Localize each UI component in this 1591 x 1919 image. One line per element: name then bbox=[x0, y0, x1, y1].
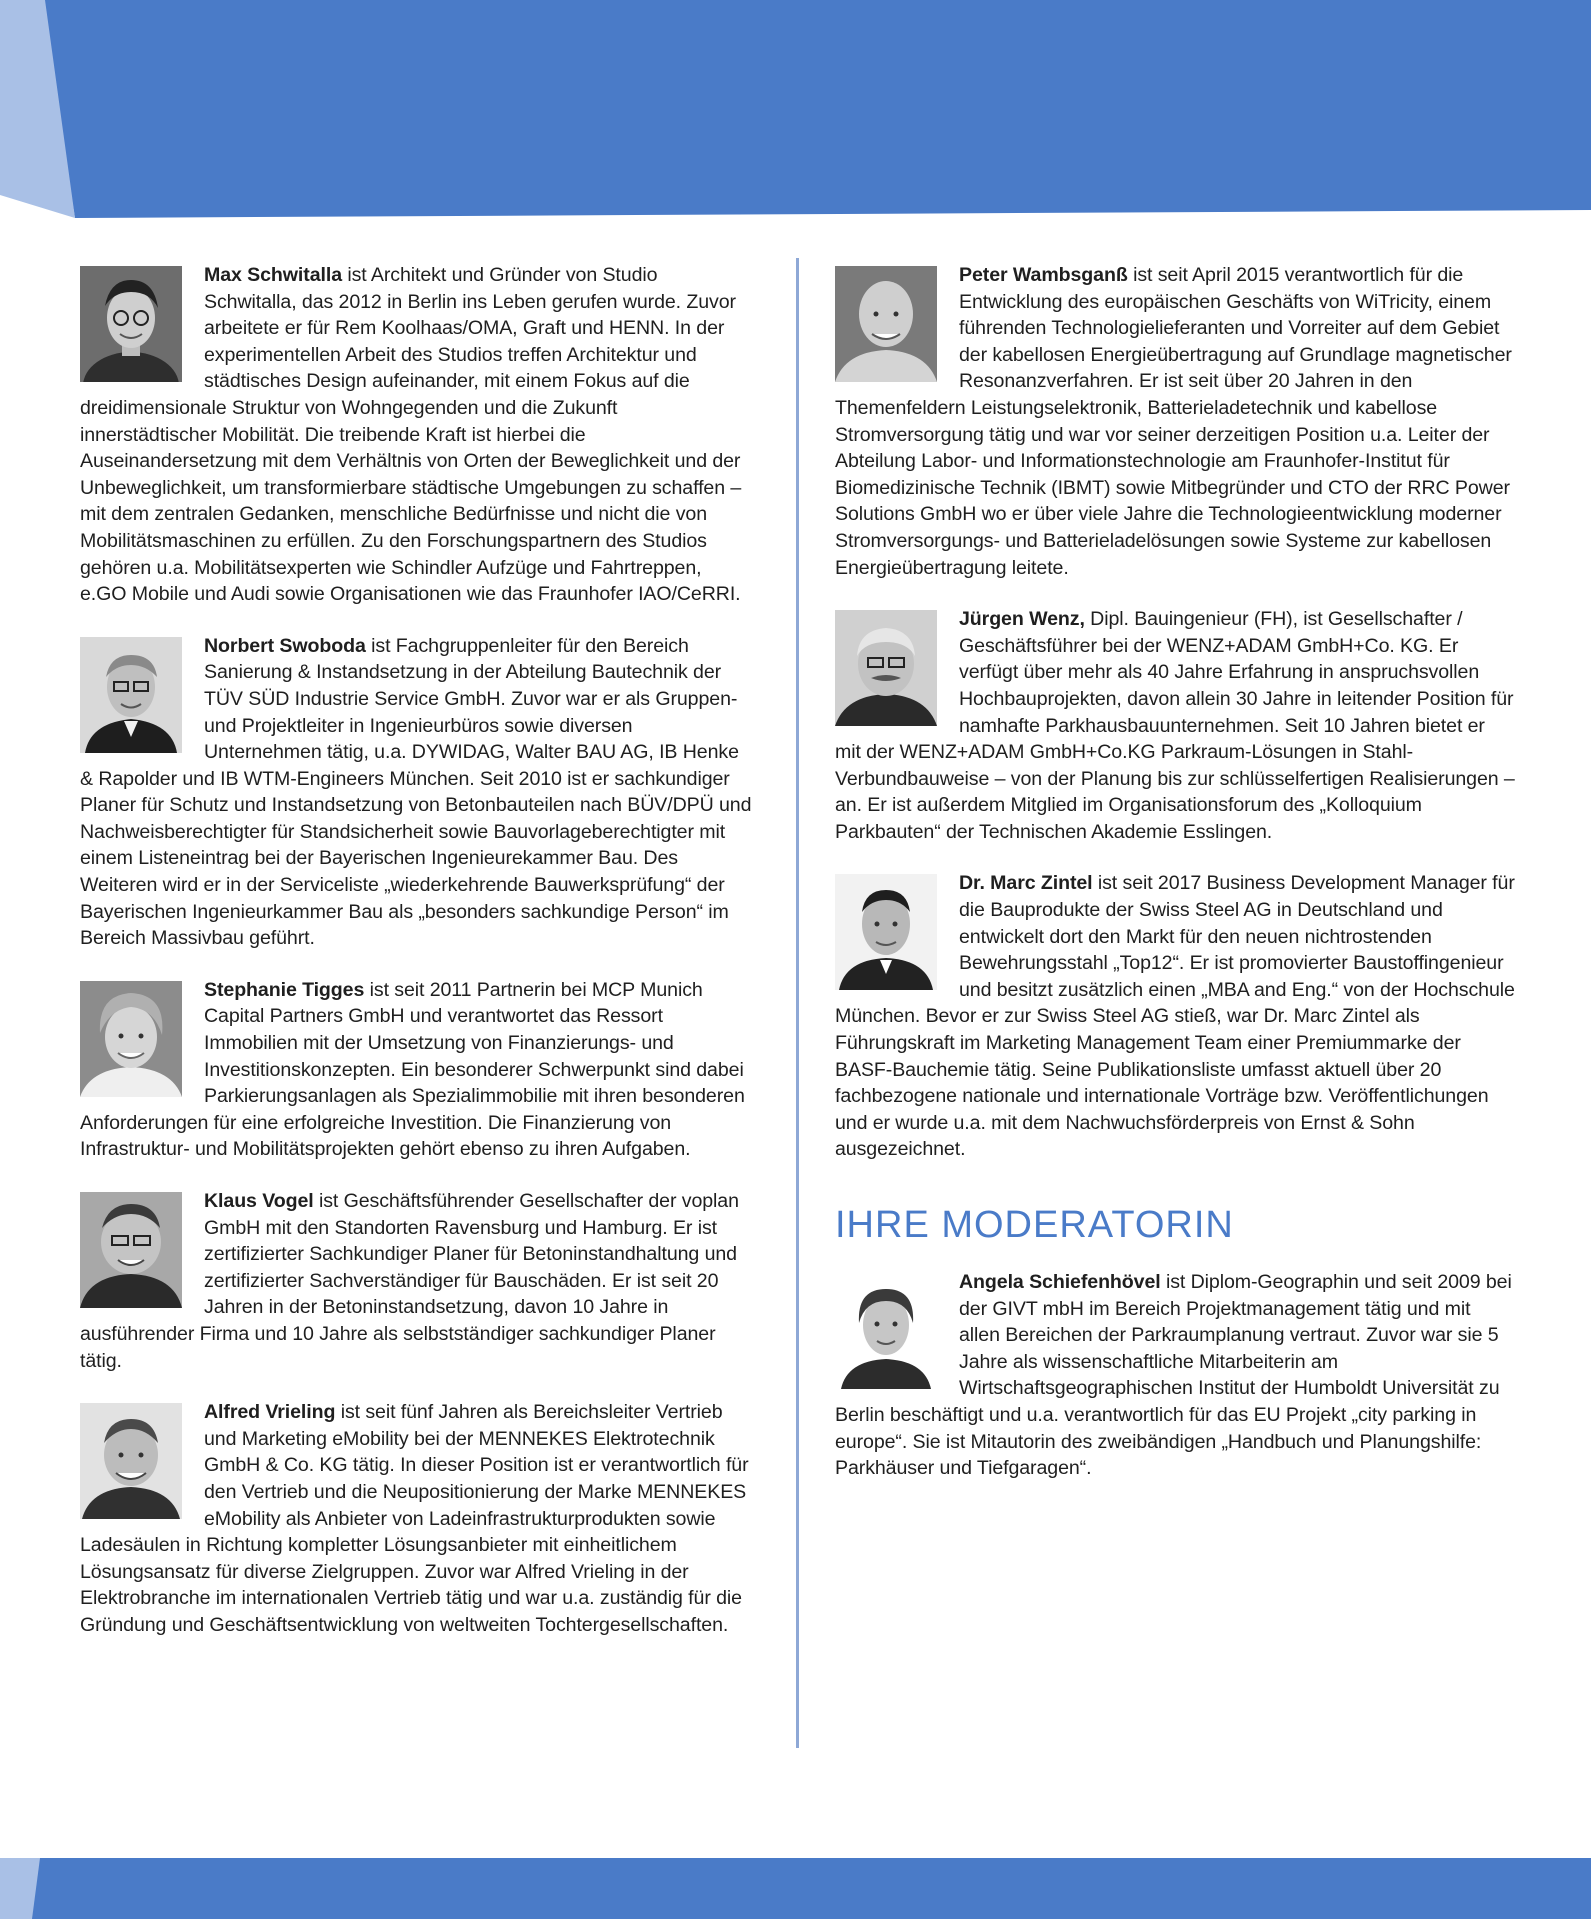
speaker-bio-marc-zintel bbox=[835, 870, 1515, 1163]
speaker-bio-juergen-wenz bbox=[835, 606, 1515, 845]
portrait-photo bbox=[80, 981, 182, 1097]
speaker-description: ist Fachgruppenleiter für den Bereich Sanierung & Instandsetzung in der Abteilung Bautechnik der TÜV SÜD Industrie Service GmbH. Zuvor war er als Gruppen- und Projektleiter in Ingenieurbüros sowie diversen Unternehmen tätig, u.a. DYWIDAG, Walter BAU AG, IB Henke & Rapolder und IB WTM-Engineers München. Seit 2010 ist er sachkundiger Planer für Schutz und Instandsetzung von Betonbauteilen nach BÜV/DPÜ und Nachweisberechtigter für Standsicherheit sowie Bauvorlageberechtigter mit einem Listeneintrag bei der Bayerischen Ingenieurekammer Bau. Des Weiteren wird er in der Serviceliste „wiederkehrende Bauwerksprüfung“ der Bayerischen Ingenieurkammer Bau als „besonders sachkundige Person“ im Bereich Massivbau geführt. bbox=[80, 634, 752, 950]
speaker-bio-klaus-vogel bbox=[80, 1188, 752, 1374]
right-column bbox=[835, 262, 1515, 1507]
moderator-description: ist Diplom-Geographin und seit 2009 bei der GIVT mbH im Bereich Projektmanagement tätig und mit allen Bereichen der Parkraumplanung vertraut. Zuvor war sie 5 Jahre als wissenschaftliche Mitarbeiterin am Wirtschaftsgeographischen Institut der Humboldt Universität zu Berlin beschäftigt und u.a. verantwortlich für das EU Projekt „city parking in europe“. Sie ist Mitautorin des zweibändigen „Handbuch und Planungshilfe: Parkhäuser und Tiefgaragen“. bbox=[835, 1271, 1512, 1480]
speaker-name: Max Schwitalla bbox=[204, 264, 342, 286]
portrait-photo bbox=[835, 1273, 937, 1389]
portrait-photo bbox=[835, 610, 937, 726]
speaker-description: Dipl. Bauingenieur (FH), ist Gesellschafter / Geschäftsführer bei der WENZ+ADAM GmbH+Co. KG. Er verfügt über mehr als 40 Jahre Erfahrung in anspruchsvollen Hochbauprojekten, davon allein 30 Jahre in leitender Position für namhafte Parkhausbauunternehmen. Seit 10 Jahren bietet er mit der WENZ+ADAM GmbH+Co.KG Parkraum-Lösungen in Stahl-Verbundbauweise – von der Planung bis zur schlüsselfertigen Realisierungen – an. Er ist außerdem Mitglied im Organisationsforum des „Kolloquium Parkbauten“ der Technischen Akademie Esslingen. bbox=[835, 608, 1515, 843]
moderator-bio-angela-schiefenhoevel bbox=[835, 1269, 1515, 1482]
header-banner bbox=[0, 0, 1591, 230]
speaker-bio-stephanie-tigges bbox=[80, 977, 752, 1163]
left-column bbox=[80, 262, 752, 1664]
portrait-photo bbox=[80, 1403, 182, 1519]
moderator-heading: IHRE MODERATORIN bbox=[835, 1204, 1234, 1246]
portrait-photo bbox=[80, 1192, 182, 1308]
speaker-bio-alfred-vrieling bbox=[80, 1399, 752, 1638]
moderator-name: Angela Schiefenhövel bbox=[959, 1271, 1161, 1293]
speaker-bio-max-schwitalla bbox=[80, 262, 752, 608]
speaker-description: ist seit 2011 Partnerin bei MCP Munich Capital Partners GmbH und verantwortet das Ressort Immobilien mit der Umsetzung von Finanzierungs- und Investitionskonzepten. Ein besonderer Schwerpunkt sind dabei Parkierungsanlagen als Spezialimmobilie mit ihren besonderen Anforderungen für eine erfolgreiche Investition. Die Finanzierung von Infrastruktur- und Mobilitätsprojekten gehört ebenso zu ihren Aufgaben. bbox=[80, 978, 745, 1161]
speaker-name: Klaus Vogel bbox=[204, 1190, 314, 1212]
speaker-bio-peter-wambsganss bbox=[835, 262, 1515, 581]
speaker-name: Jürgen Wenz, bbox=[959, 608, 1085, 631]
speaker-name: Stephanie Tigges bbox=[204, 978, 365, 1001]
speaker-name: Peter Wambsganß bbox=[959, 264, 1128, 286]
speaker-name: Norbert Swoboda bbox=[204, 634, 366, 657]
speaker-name: Dr. Marc Zintel bbox=[959, 872, 1093, 895]
speaker-bio-norbert-swoboda bbox=[80, 633, 752, 952]
speaker-description: ist seit 2017 Business Development Manager für die Bauprodukte der Swiss Steel AG in Deutschland und entwickelt dort den Markt für den neuen nichtrostenden Bewehrungsstahl „Top12“. Er ist promovierter Baustoffingenieur und besitzt zusätzlich einen „MBA and Eng.“ von der Hochschule München. Bevor er zur Swiss Steel AG stieß, war Dr. Marc Zintel als Führungskraft im Marketing Management Team einer Premiummarke der BASF-Bauchemie tätig. Seine Publikationsliste umfasst aktuell über 20 fachbezogene nationale und internationale Vorträge bzw. Veröffentlichungen und er wurde u.a. mit dem Nachwuchsförderpreis von Ernst & Sohn ausgezeichnet. bbox=[835, 872, 1515, 1161]
portrait-photo bbox=[80, 637, 182, 753]
speaker-description: ist seit April 2015 verantwortlich für die Entwicklung des europäischen Geschäfts von WiTricity, einem führenden Technologielieferanten und Vorreiter auf dem Gebiet der kabellosen Energieübertragung auf Grundlage magnetischer Resonanzverfahren. Er ist seit über 20 Jahren in den Themenfeldern Leistungselektronik, Batterieladetechnik und kabellose Stromversorgung tätig und war vor seiner derzeitigen Position u.a. Leiter der Abteilung Labor- und Informationstechnologie am Fraunhofer-Institut für Biomedizinische Technik (IBMT) sowie Mitbegründer und CTO der RRC Power Solutions GmbH wo er über viele Jahre die Technologieentwicklung moderner Stromversorgungs- und Batterieladelösungen sowie Systeme zur kabellosen Energieübertragung leitete. bbox=[835, 264, 1512, 579]
column-divider bbox=[796, 258, 799, 1748]
speaker-description: ist seit fünf Jahren als Bereichsleiter Vertrieb und Marketing eMobility bei der MENNEKES Elektrotechnik GmbH & Co. KG tätig. In dieser Position ist er verantwortlich für den Vertrieb und die Neupositionierung der Marke MENNEKES eMobility als Anbieter von Ladeinfrastrukturprodukten sowie Ladesäulen in Richtung kompletter Lösungsanbieter mit einheitlichem Lösungsansatz für diverse Zielgruppen. Zuvor war Alfred Vrieling in der Elektrobranche im internationalen Vertrieb tätig und war u.a. zuständig für die Gründung und Geschäftsentwicklung von weltweiten Tochtergesellschaften. bbox=[80, 1401, 749, 1636]
portrait-photo bbox=[835, 874, 937, 990]
speaker-description: ist Architekt und Gründer von Studio Schwitalla, das 2012 in Berlin ins Leben gerufen wurde. Zuvor arbeitete er für Rem Koolhaas/OMA, Graft und HENN. In der experimentellen Arbeit des Studios treffen Architektur und städtisches Design aufeinander, mit einem Fokus auf die dreidimensionale Struktur von Wohngegenden und die Zukunft innerstädtischer Mobilität. Die treibende Kraft ist hierbei die Auseinandersetzung mit dem Verhältnis von Orten der Beweglichkeit und der Unbeweglichkeit, um transformierbare städtische Umgebungen zu schaffen – mit dem zentralen Gedanken, menschliche Bedürfnisse und nicht die von Mobilitätsmaschinen zu erfüllen. Zu den Forschungspartnern des Studios gehören u.a. Mobilitätsexperten wie Schindler Aufzüge und Fahrtreppen, e.GO Mobile und Audi sowie Organisationen wie das Fraunhofer IAO/CeRRI. bbox=[80, 264, 742, 606]
speaker-name: Alfred Vrieling bbox=[204, 1401, 336, 1424]
portrait-photo bbox=[835, 266, 937, 382]
speaker-description: ist Geschäftsführender Gesellschafter der voplan GmbH mit den Standorten Ravensburg und Hamburg. Er ist zertifizierter Sachkundiger Planer für Betoninstandhaltung und zertifizierter Sachverständiger für Bauschäden. Er ist seit 20 Jahren in der Betoninstandsetzung, davon 10 Jahre in ausführender Firma und 10 Jahre als selbstständiger sachkundiger Planer tätig. bbox=[80, 1190, 739, 1372]
footer-band bbox=[0, 1858, 1591, 1919]
portrait-photo bbox=[80, 266, 182, 382]
